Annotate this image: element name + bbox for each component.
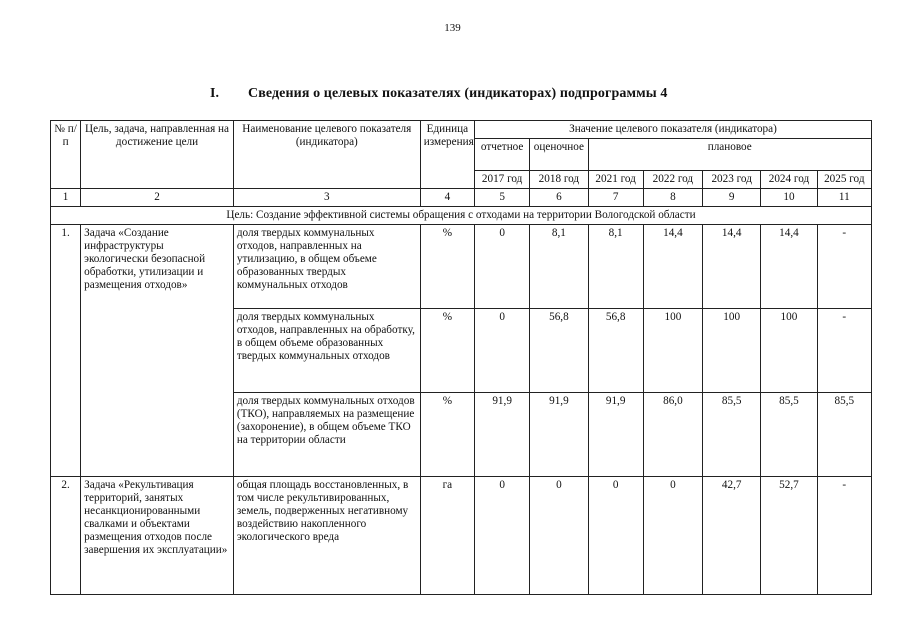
value-cell: 0 [588, 477, 643, 595]
value-cell: 91,9 [475, 393, 530, 477]
goal-row: Цель: Создание эффективной системы обращения с отходами на территории Вологодской области [51, 207, 872, 225]
header-value-group: Значение целевого показателя (индикатора) [475, 121, 872, 139]
value-cell: - [817, 477, 871, 595]
header-reporting: отчетное [475, 139, 530, 171]
value-cell: 8,1 [530, 225, 588, 309]
value-cell: 14,4 [703, 225, 761, 309]
column-number: 8 [643, 189, 702, 207]
value-cell: 52,7 [761, 477, 817, 595]
header-year: 2017 год [475, 171, 530, 189]
indicator-name: доля твердых коммунальных отходов (ТКО), направляемых на размещение (захоронение), в общем объеме ТКО на территории области [233, 393, 420, 477]
header-year: 2018 год [530, 171, 588, 189]
header-unit: Единица измерения [420, 121, 474, 189]
header-goal-task: Цель, задача, направленная на достижение цели [81, 121, 234, 189]
header-estimated: оценочное [530, 139, 588, 171]
column-number: 4 [420, 189, 474, 207]
value-cell: 100 [703, 309, 761, 393]
column-number: 5 [475, 189, 530, 207]
indicator-name: доля твердых коммунальных отходов, направленных на обработку, в общем объеме образованных твердых коммунальных отходов [233, 309, 420, 393]
value-cell: 56,8 [530, 309, 588, 393]
task-text: Задача «Создание инфраструктуры экологически безопасной обработки, утилизации и размещения отходов» [81, 225, 234, 477]
column-number: 10 [761, 189, 817, 207]
value-cell: 85,5 [703, 393, 761, 477]
column-number-row [51, 189, 872, 207]
value-cell: - [817, 309, 871, 393]
value-cell: 0 [643, 477, 702, 595]
table-row [51, 477, 872, 595]
page-number: 139 [444, 22, 461, 34]
column-number: 6 [530, 189, 588, 207]
indicator-unit: га [420, 477, 474, 595]
value-cell: 0 [475, 225, 530, 309]
value-cell: 14,4 [643, 225, 702, 309]
section-numeral: I. [210, 86, 220, 101]
value-cell: 85,5 [761, 393, 817, 477]
header-year: 2023 год [703, 171, 761, 189]
value-cell: 100 [761, 309, 817, 393]
indicator-unit: % [420, 393, 474, 477]
column-number: 1 [51, 189, 81, 207]
header-planned: плановое [588, 139, 871, 171]
value-cell: 85,5 [817, 393, 871, 477]
indicator-unit: % [420, 225, 474, 309]
value-cell: 91,9 [530, 393, 588, 477]
value-cell: 14,4 [761, 225, 817, 309]
value-cell: 42,7 [703, 477, 761, 595]
header-year: 2021 год [588, 171, 643, 189]
value-cell: 86,0 [643, 393, 702, 477]
value-cell: 0 [475, 477, 530, 595]
task-text: Задача «Рекультивация территорий, занятых несанкционированными свалками и объектами размещения отходов после завершения их эксплуатации» [81, 477, 234, 595]
value-cell: 100 [643, 309, 702, 393]
header-year: 2024 год [761, 171, 817, 189]
column-number: 11 [817, 189, 871, 207]
header-year: 2025 год [817, 171, 871, 189]
indicator-unit: % [420, 309, 474, 393]
value-cell: 8,1 [588, 225, 643, 309]
value-cell: 91,9 [588, 393, 643, 477]
value-cell: 0 [530, 477, 588, 595]
column-number: 3 [233, 189, 420, 207]
task-number: 1. [51, 225, 81, 477]
task-number: 2. [51, 477, 81, 595]
value-cell: 56,8 [588, 309, 643, 393]
indicator-name: доля твердых коммунальных отходов, направленных на утилизацию, в общем объеме образованных твердых коммунальных отходов [233, 225, 420, 309]
header-indicator-name: Наименование целевого показателя (индикатора) [233, 121, 420, 189]
indicators-table [50, 120, 872, 595]
header-year: 2022 год [643, 171, 702, 189]
indicator-name: общая площадь восстановленных, в том числе рекультивированных, земель, подверженных негативному воздействию накопленного экологического вреда [233, 477, 420, 595]
section-title [210, 86, 667, 102]
column-number: 9 [703, 189, 761, 207]
value-cell: - [817, 225, 871, 309]
column-number: 7 [588, 189, 643, 207]
header-num: № п/п [51, 121, 81, 189]
section-title-text: Сведения о целевых показателях (индикаторах) подпрограммы 4 [248, 86, 668, 101]
table-row [51, 225, 872, 309]
column-number: 2 [81, 189, 234, 207]
value-cell: 0 [475, 309, 530, 393]
